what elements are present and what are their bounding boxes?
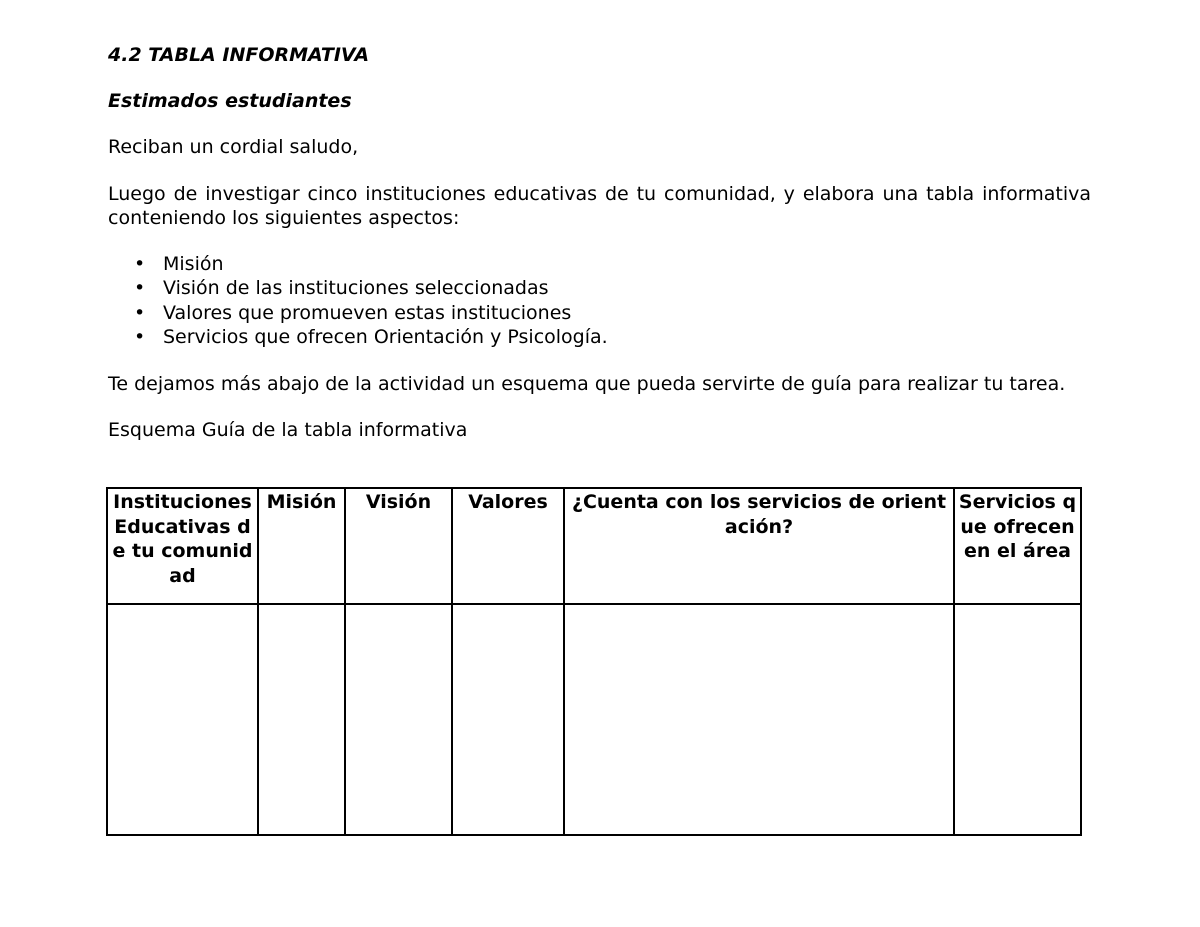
list-item bbox=[134, 301, 1091, 326]
list-item-text: Valores que promueven estas instituciones bbox=[163, 301, 572, 324]
closing-paragraph: Te dejamos más abajo de la actividad un esquema que pueda servirte de guía para realizar tu tarea. bbox=[108, 372, 1066, 395]
header-cell-mission: Misión bbox=[258, 488, 345, 604]
greeting-line: Reciban un cordial saludo, bbox=[108, 136, 359, 158]
list-item bbox=[134, 276, 1091, 301]
guide-table bbox=[106, 487, 1082, 836]
list-item-text: Misión bbox=[163, 252, 224, 275]
bullet-icon: • bbox=[134, 277, 146, 299]
table-cell bbox=[345, 604, 452, 835]
table-caption: Esquema Guía de la tabla informativa bbox=[108, 419, 468, 441]
table-cell bbox=[107, 604, 258, 835]
header-cell-vision: Visión bbox=[345, 488, 452, 604]
header-cell-orientation-services: ¿Cuenta con los servicios de orientación? bbox=[564, 488, 954, 604]
table-row bbox=[107, 604, 1081, 835]
bullet-icon: • bbox=[134, 301, 146, 324]
bullet-icon: • bbox=[134, 326, 146, 348]
list-item bbox=[134, 252, 1091, 277]
instructions-paragraph: Luego de investigar cinco instituciones educativas de tu comunidad, y elabora una tabla informativa conteniendo los siguientes aspectos: bbox=[108, 182, 1091, 229]
table-cell bbox=[452, 604, 564, 835]
header-cell-institutions: Instituciones Educativas de tu comunidad bbox=[107, 488, 258, 604]
table-header-row bbox=[107, 488, 1081, 604]
list-item bbox=[134, 325, 1091, 350]
table-cell bbox=[258, 604, 345, 835]
bullet-icon: • bbox=[134, 252, 146, 275]
aspects-list bbox=[108, 252, 1091, 350]
header-cell-values: Valores bbox=[452, 488, 564, 604]
list-item-text: Visión de las instituciones seleccionadas bbox=[163, 277, 549, 299]
document-page bbox=[108, 43, 1091, 443]
table-cell bbox=[564, 604, 954, 835]
header-cell-area-services: Servicios que ofrecen en el área bbox=[954, 488, 1081, 604]
list-item-text: Servicios que ofrecen Orientación y Psicología. bbox=[163, 326, 608, 348]
greeting-heading: Estimados estudiantes bbox=[108, 90, 352, 112]
section-title: 4.2 TABLA INFORMATIVA bbox=[108, 44, 370, 66]
table-cell bbox=[954, 604, 1081, 835]
